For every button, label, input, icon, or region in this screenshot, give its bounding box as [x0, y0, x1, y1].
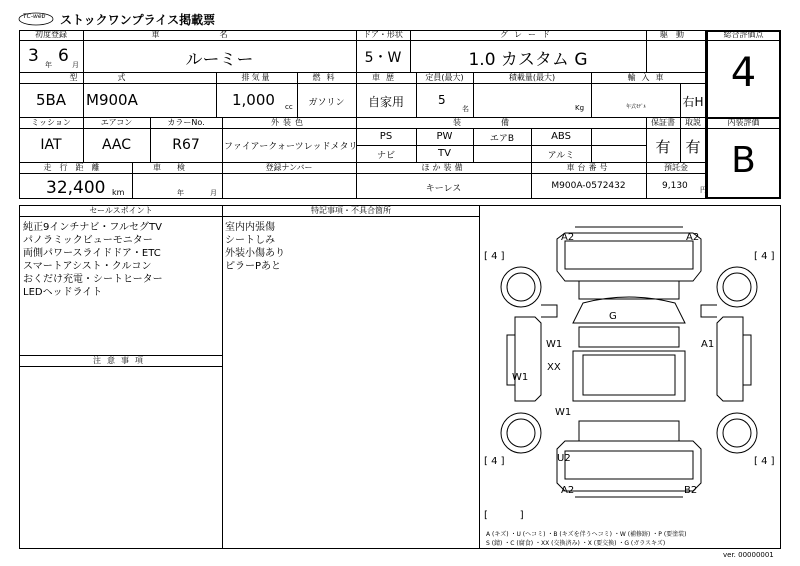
- label-total-eval: 総合評価点: [723, 30, 764, 39]
- grade: 1.0 カスタム G: [468, 50, 588, 70]
- legend-line-1: A (キズ) ・U (ヘコミ) ・B (キズを伴うヘコミ) ・W (補修跡) ・P (要塗装): [486, 531, 687, 538]
- total-score: 4: [730, 50, 757, 96]
- tire-label-fl: [ 4 ]: [484, 251, 505, 262]
- label-color-no: カラーNo.: [167, 118, 205, 127]
- equip-airbag: エアB: [489, 134, 515, 144]
- first-reg-year-unit: 年: [45, 61, 52, 69]
- sales-point-item: スマートアシスト・クルコン: [23, 261, 152, 272]
- label-manual: 取説: [685, 118, 701, 127]
- equip-abs: ABS: [551, 131, 571, 142]
- label-load: 積載量(最大): [508, 73, 556, 82]
- model: M900A: [86, 91, 138, 109]
- label-mission: ミッション: [31, 118, 71, 127]
- warranty: 有: [655, 138, 671, 156]
- label-model: 型式: [69, 73, 166, 82]
- mark-a2-top-right: A2: [686, 232, 700, 243]
- label-remarks: 特記事項・不具合箇所: [311, 206, 391, 215]
- color-no: R67: [172, 137, 200, 153]
- label-displacement: 排気量: [241, 73, 272, 82]
- sales-point-item: LEDヘッドライト: [23, 287, 103, 298]
- label-door-shape: ドア・形状: [363, 30, 403, 39]
- mark-u2: U2: [557, 453, 571, 464]
- label-notes: 注意事項: [93, 356, 149, 365]
- label-chassis-no: 車台番号: [566, 163, 611, 172]
- mark-g: G: [609, 311, 617, 322]
- mark-w1-side: W1: [512, 372, 529, 383]
- page-title: ストックワンプライス掲載票: [60, 13, 216, 27]
- wheel-front-right: [717, 267, 757, 307]
- inspection-year: 年: [177, 189, 184, 197]
- capacity: 5: [438, 93, 446, 107]
- mileage: 32,400: [46, 178, 106, 198]
- first-reg-month-unit: 月: [72, 61, 79, 69]
- capacity-unit: 名: [462, 105, 469, 113]
- remark-item: 室内内張傷: [225, 222, 275, 233]
- equip-tv: TV: [438, 148, 451, 159]
- mark-a1-right: A1: [701, 339, 715, 350]
- label-drive: 駆動: [660, 30, 692, 39]
- label-fuel: 燃料: [312, 73, 341, 82]
- label-interior-eval: 内装評価: [727, 118, 760, 127]
- displacement: 1,000: [232, 91, 275, 109]
- history: 自家用: [367, 95, 404, 109]
- aircon: AAC: [101, 137, 132, 153]
- mileage-unit: km: [112, 188, 125, 197]
- remarks-list: [225, 221, 285, 273]
- equip-navi: ナビ: [376, 151, 395, 161]
- label-car-name: 車名: [151, 30, 288, 39]
- wheel-front-left: [501, 267, 541, 307]
- mark-a2-bottom: A2: [561, 485, 575, 496]
- tire-label-rr: [ 4 ]: [754, 456, 775, 467]
- inspection-month: 月: [210, 189, 217, 197]
- mark-w1-low: W1: [555, 407, 572, 418]
- logo: TC-web: [18, 11, 54, 25]
- label-sales-points: セールスポイント: [89, 206, 153, 215]
- label-ext-color: 外装色: [271, 118, 307, 127]
- label-other-equip: ほか装備: [421, 163, 466, 172]
- door-shape: 5・W: [364, 50, 402, 66]
- wheel-rear-left: [501, 413, 541, 453]
- remark-item: ピラーPあと: [225, 261, 282, 272]
- legend-line-2: S (錆) ・C (腐食) ・XX (交換済み) ・X (要交換) ・G (ガラスキズ): [486, 540, 666, 547]
- wheel-rear-right: [717, 413, 757, 453]
- import-label: 年式ﾓﾃﾞﾙ: [626, 104, 647, 110]
- label-price: 預託金: [664, 163, 688, 172]
- sales-point-item: 両側パワースライドドア・ETC: [23, 248, 161, 259]
- equip-ps: PS: [379, 131, 393, 142]
- remark-item: 外装小傷あり: [225, 248, 285, 259]
- label-grade: グレード: [500, 30, 556, 39]
- sales-point-item: 純正9インチナビ・フルセグTV: [23, 222, 162, 233]
- price: 9,130: [662, 181, 688, 191]
- interior-score: B: [731, 140, 756, 181]
- bracket-field: [ ]: [484, 510, 524, 521]
- version-text: ver. 00000001: [723, 551, 774, 559]
- tire-label-fr: [ 4 ]: [754, 251, 775, 262]
- label-warranty: 保証書: [651, 118, 675, 127]
- equip-pw: PW: [436, 131, 453, 142]
- label-capacity: 定員(最大): [425, 73, 464, 82]
- sales-points-list: [23, 221, 163, 299]
- car-name: ルーミー: [185, 50, 254, 70]
- remark-item: シートしみ: [225, 235, 275, 246]
- manual: 有: [685, 138, 701, 156]
- fuel: ガソリン: [308, 98, 345, 108]
- label-aircon: エアコン: [100, 118, 133, 127]
- mark-a2-top-left: A2: [561, 232, 575, 243]
- first-reg-year: 3: [28, 46, 39, 66]
- sales-point-item: おくだけ充電・シートヒーター: [23, 274, 163, 285]
- label-history: 車歴: [372, 73, 400, 82]
- label-inspection: 車検: [153, 163, 201, 172]
- label-import: 輸入車: [627, 73, 670, 82]
- other-equip: キーレス: [425, 184, 462, 194]
- tire-label-rl: [ 4 ]: [484, 456, 505, 467]
- mission: IAT: [40, 137, 62, 153]
- handle: 右H: [682, 95, 704, 109]
- mark-b2: B2: [684, 485, 698, 496]
- sales-point-item: パノラミックビューモニター: [23, 235, 153, 246]
- mark-w1-left: W1: [546, 339, 563, 350]
- car-diagram: [479, 205, 781, 525]
- mark-xx: XX: [547, 362, 561, 373]
- first-reg-month: 6: [58, 46, 69, 66]
- load-unit: Kg: [575, 104, 585, 112]
- equip-alumi: アルミ: [547, 151, 575, 161]
- chassis-no: M900A-0572432: [551, 181, 626, 191]
- label-plate: 登録ナンバー: [265, 163, 313, 172]
- label-mileage: 走行距離: [43, 163, 108, 172]
- label-equipment: 装備: [453, 118, 549, 127]
- ext-color: ファイアークォーツレッドメタリ: [224, 142, 358, 152]
- label-first-reg: 初度登録: [35, 30, 67, 39]
- model-prefix: 5BA: [35, 91, 67, 109]
- displacement-unit: cc: [285, 103, 293, 111]
- price-unit: 円: [700, 186, 707, 194]
